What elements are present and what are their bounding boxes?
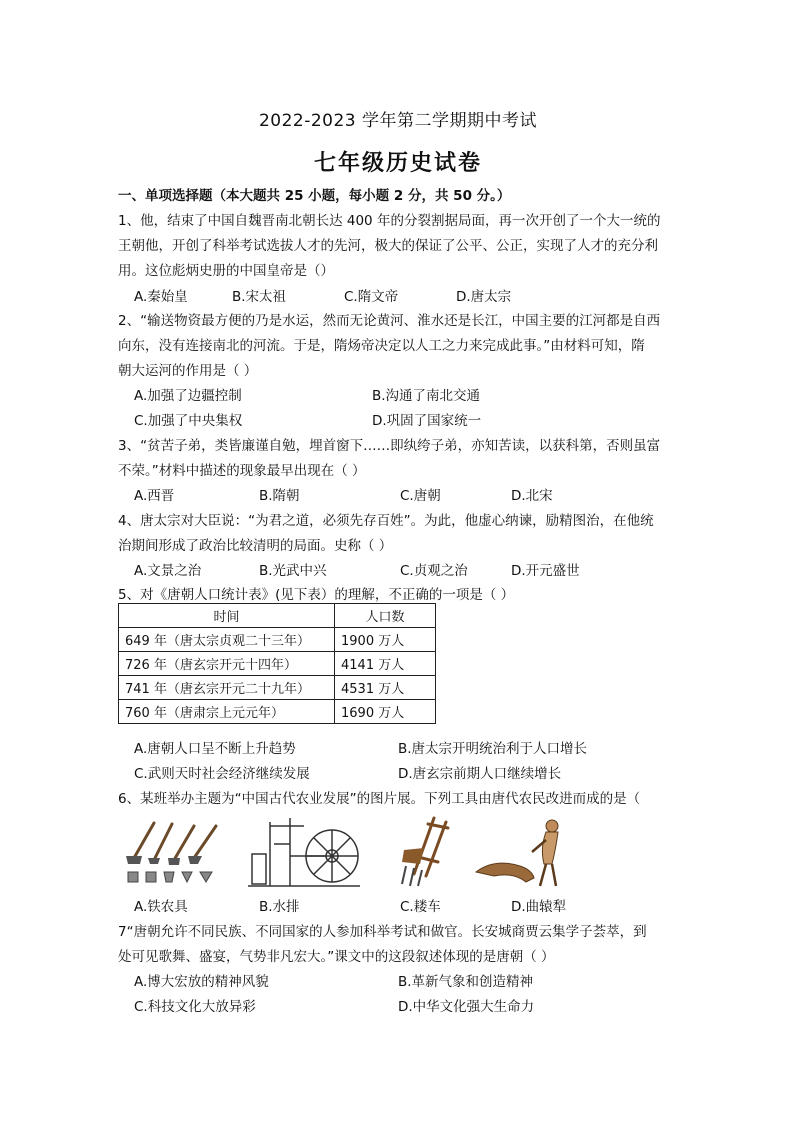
question-1-option-a[interactable]: A.秦始皇	[134, 289, 188, 305]
table-cell-population: 4531 万人	[335, 676, 436, 700]
water-bellows-image	[244, 814, 362, 890]
question-2-option-c[interactable]: C.加强了中央集权	[134, 413, 243, 429]
table-row	[119, 700, 436, 724]
question-5-option-d[interactable]: D.唐玄宗前期人口继续增长	[398, 766, 562, 782]
question-5-option-c[interactable]: C.武则天时社会经济继续发展	[134, 766, 310, 782]
question-3-line-1: 3、“贫苦子弟，类皆廉谨自勉，埋首窗下……即纨绔子弟，亦知苦读，以获科第，否则虽富	[118, 438, 661, 454]
question-2-option-d[interactable]: D.巩固了国家统一	[372, 413, 482, 429]
question-7-option-a[interactable]: A.博大宏放的精神风貌	[134, 974, 269, 990]
question-5-option-b[interactable]: B.唐太宗开明统治利于人口增长	[398, 741, 588, 757]
population-table	[118, 603, 436, 724]
table-header-time: 时间	[119, 604, 335, 628]
question-7-option-d[interactable]: D.中华文化强大生命力	[398, 999, 535, 1015]
table-row	[119, 628, 436, 652]
exam-subtitle: 七年级历史试卷	[313, 151, 482, 176]
iron-tools-image	[124, 818, 224, 888]
curved-plough-image	[474, 812, 564, 892]
question-1-option-d[interactable]: D.唐太宗	[456, 289, 512, 305]
question-6-option-b[interactable]: B.水排	[259, 899, 300, 915]
question-5-option-a[interactable]: A.唐朝人口呈不断上升趋势	[134, 741, 296, 757]
table-cell-time: 741 年（唐玄宗开元二十九年）	[119, 676, 335, 700]
question-2-line-3: 朝大运河的作用是（ ）	[118, 363, 258, 379]
question-1-option-b[interactable]: B.宋太祖	[232, 289, 287, 305]
question-7-line-2: 处可见歌舞、盛宴，气势非凡宏大。”课文中的这段叙述体现的是唐朝（ ）	[118, 949, 555, 965]
table-row	[119, 676, 436, 700]
question-1-option-c[interactable]: C.隋文帝	[344, 289, 399, 305]
table-cell-time: 726 年（唐玄宗开元十四年）	[119, 652, 335, 676]
question-7-option-c[interactable]: C.科技文化大放异彩	[134, 999, 256, 1015]
question-2-option-a[interactable]: A.加强了边疆控制	[134, 388, 242, 404]
table-header-population: 人口数	[335, 604, 436, 628]
section-header: 一、单项选择题（本大题共 25 小题，每小题 2 分，共 50 分。）	[118, 188, 511, 204]
question-6-option-c[interactable]: C.耧车	[400, 899, 441, 915]
table-cell-time: 649 年（唐太宗贞观二十三年）	[119, 628, 335, 652]
question-6-option-a[interactable]: A.铁农具	[134, 899, 188, 915]
question-4-line-2: 治期间形成了政治比较清明的局面。史称（ ）	[118, 538, 393, 554]
question-3-option-b[interactable]: B.隋朝	[259, 488, 300, 504]
question-4-option-b[interactable]: B.光武中兴	[259, 563, 327, 579]
table-cell-time: 760 年（唐肃宗上元元年）	[119, 700, 335, 724]
question-4-option-c[interactable]: C.贞观之治	[400, 563, 468, 579]
question-4-line-1: 4、唐太宗对大臣说：“为君之道，必须先存百姓”。为此，他虚心纳谏，励精图治，在他统	[118, 513, 654, 529]
question-3-option-c[interactable]: C.唐朝	[400, 488, 441, 504]
question-6-line-1: 6、某班举办主题为“中国古代农业发展”的图片展。下列工具由唐代农民改进而成的是（	[118, 791, 641, 807]
question-1-line-3: 用。这位彪炳史册的中国皇帝是（）	[118, 263, 334, 279]
question-1-line-2: 王朝他，开创了科举考试选拔人才的先河，极大的保证了公平、公正，实现了人才的充分利	[118, 238, 658, 254]
question-5-line-1: 5、对《唐朝人口统计表》(见下表）的理解，不正确的一项是（ ）	[118, 587, 515, 603]
table-cell-population: 1900 万人	[335, 628, 436, 652]
question-3-option-d[interactable]: D.北宋	[511, 488, 553, 504]
seed-drill-image	[394, 814, 454, 890]
question-2-line-2: 向东，没有连接南北的河流。于是，隋炀帝决定以人工之力来完成此事。”由材料可知，隋	[118, 338, 645, 354]
question-4-option-a[interactable]: A.文景之治	[134, 563, 202, 579]
question-2-line-1: 2、“输送物资最方便的乃是水运，然而无论黄河、淮水还是长江，中国主要的江河都是自西	[118, 313, 661, 329]
question-7-option-b[interactable]: B.革新气象和创造精神	[398, 974, 534, 990]
table-cell-population: 4141 万人	[335, 652, 436, 676]
question-1-line-1: 1、他，结束了中国自魏晋南北朝长达 400 年的分裂割据局面，再一次开创了一个大一统的	[118, 213, 661, 229]
exam-title: 2022-2023 学年第二学期期中考试	[258, 111, 538, 131]
table-header-row	[119, 604, 436, 628]
question-3-option-a[interactable]: A.西晋	[134, 488, 175, 504]
question-3-line-2: 不荣。”材料中描述的现象最早出现在（ ）	[118, 463, 366, 479]
question-7-line-1: 7“唐朝允许不同民族、不同国家的人参加科举考试和做官。长安城商贾云集学子荟萃，到	[118, 924, 647, 940]
table-row	[119, 652, 436, 676]
question-2-option-b[interactable]: B.沟通了南北交通	[372, 388, 481, 404]
question-6-option-d[interactable]: D.曲辕犁	[511, 899, 567, 915]
table-cell-population: 1690 万人	[335, 700, 436, 724]
question-4-option-d[interactable]: D.开元盛世	[511, 563, 580, 579]
